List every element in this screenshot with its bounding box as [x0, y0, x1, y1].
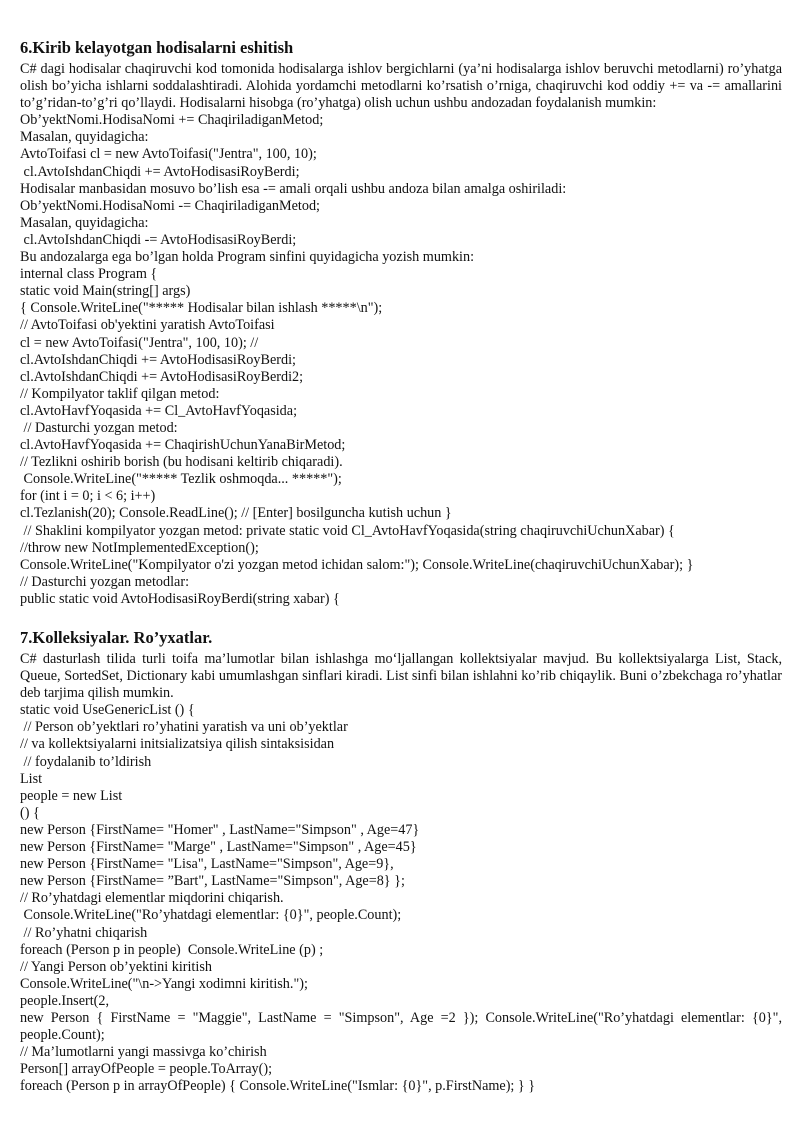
code-line-wrapped: new Person { FirstName = "Maggie", LastName = "Simpson", Age =2 }); Console.WriteLine("Ro’yhatdagi elementlar: {0}", people.Count);: [20, 1009, 782, 1044]
code-line: cl.AvtoHavfYoqasida += Cl_AvtoHavfYoqasida;: [20, 402, 298, 419]
code-line: new Person {FirstName= ”Bart", LastName="Simpson", Age=8} };: [20, 873, 405, 890]
code-line: { Console.WriteLine("***** Hodisalar bilan ishlash *****\n");: [20, 300, 383, 317]
code-line: Ob’yektNomi.HodisaNomi -= ChaqiriladiganMetod;: [20, 197, 320, 214]
code-line: cl.AvtoHavfYoqasida += ChaqirishUchunYanaBirMetod;: [20, 437, 346, 454]
code-line: // Dasturchi yozgan metodlar:: [20, 573, 190, 590]
code-line: public static void AvtoHodisasiRoyBerdi(string xabar) {: [20, 590, 340, 607]
code-line: foreach (Person p in arrayOfPeople) { Console.WriteLine("Ismlar: {0}", p.FirstName); } }: [20, 1078, 536, 1095]
code-line: // va kollektsiyalarni initsializatsiya qilish sintaksisidan: [20, 736, 335, 753]
code-line: Hodisalar manbasidan mosuvo bo’lish esa -= amali orqali ushbu andoza bilan amalga oshiriladi:: [20, 180, 567, 197]
section-intro-paragraph: C# dasturlash tilida turli toifa ma’lumotlar bilan ishlashga mo‘ljallangan kollektsiyalar mavjud. Bu kollektsiyalarga List, Stack, Queue, SortedSet, Dictionary kabi umumlashgan sinflari kiradi. List sinfi bilan ishlahni ko’rib chiqaylik. Buni o’zbekchaga ro’yhatlar deb tarjima qilish mumkin.: [20, 651, 782, 702]
code-listing: [20, 702, 782, 1010]
code-line: Console.WriteLine("***** Tezlik oshmoqda... *****");: [20, 471, 342, 488]
section-intro-paragraph: C# dagi hodisalar chaqiruvchi kod tomonida hodisalarga ishlov bergichlarni (ya’ni hodisalarga ishlov beruvchi metodlarni) ro’yhatga olish bo’yicha ishlarni soddalashtiradi. Alohida yordamchi metodlarni ko’rsatish o’rniga, chaqiruvchi kod oddiy += va -= amallarini to’g’ridan-to’g’ri qo’llaydi. Hodisalarni hisobga (ro’yhatga) olish uchun ushbu andozadan foydalanish mumkin:: [20, 61, 782, 112]
code-line: // Ro’yhatdagi elementlar miqdorini chiqarish.: [20, 890, 284, 907]
section-events: [20, 38, 782, 608]
code-listing-tail: [20, 1044, 782, 1095]
code-line: static void UseGenericList () {: [20, 702, 195, 719]
code-line: cl.AvtoIshdanChiqdi += AvtoHodisasiRoyBerdi2;: [20, 368, 304, 385]
code-line: cl.Tezlanish(20); Console.ReadLine(); // [Enter] bosilguncha kutish uchun }: [20, 505, 452, 522]
section-heading: 6.Kirib kelayotgan hodisalarni eshitish: [20, 38, 294, 57]
code-line: // Person ob’yektlari ro’yhatini yaratish va uni ob’yektlar: [20, 719, 348, 736]
code-line: List: [20, 770, 43, 787]
code-line: cl = new AvtoToifasi("Jentra", 100, 10); //: [20, 334, 259, 351]
code-line: Bu andozalarga ega bo’lgan holda Program sinfini quyidagicha yozish mumkin:: [20, 249, 475, 266]
code-line: new Person {FirstName= "Homer" , LastName="Simpson" , Age=47}: [20, 821, 420, 838]
code-line: static void Main(string[] args): [20, 283, 191, 300]
code-line: foreach (Person p in people) Console.WriteLine (p) ;: [20, 941, 324, 958]
code-line: AvtoToifasi cl = new AvtoToifasi("Jentra", 100, 10);: [20, 146, 317, 163]
code-line: new Person {FirstName= "Lisa", LastName="Simpson", Age=9},: [20, 856, 394, 873]
code-line: // Shaklini kompilyator yozgan metod: private static void Cl_AvtoHavfYoqasida(string chaqiruvchiUchunXabar) {: [20, 522, 675, 539]
section-collections: [20, 628, 782, 1095]
section-heading: 7.Kolleksiyalar. Ro’yxatlar.: [20, 628, 213, 647]
code-line: Console.WriteLine("Ro’yhatdagi elementlar: {0}", people.Count);: [20, 907, 402, 924]
code-line: for (int i = 0; i < 6; i++): [20, 488, 156, 505]
code-line: cl.AvtoIshdanChiqdi -= AvtoHodisasiRoyBerdi;: [20, 231, 297, 248]
code-line: // Dasturchi yozgan metod:: [20, 419, 178, 436]
code-line: // Kompilyator taklif qilgan metod:: [20, 385, 220, 402]
code-line: cl.AvtoIshdanChiqdi += AvtoHodisasiRoyBerdi;: [20, 351, 296, 368]
code-line: cl.AvtoIshdanChiqdi += AvtoHodisasiRoyBerdi;: [20, 163, 300, 180]
code-line: // foydalanib to’ldirish: [20, 753, 152, 770]
code-line: new Person {FirstName= "Marge" , LastName="Simpson" , Age=45}: [20, 839, 417, 856]
code-line: people.Insert(2,: [20, 992, 110, 1009]
code-line: //throw new NotImplementedException();: [20, 539, 259, 556]
code-line: Console.WriteLine("Kompilyator o'zi yozgan metod ichidan salom:"); Console.WriteLine(chaqiruvchiUchunXabar); }: [20, 556, 694, 573]
code-line: // Ma’lumotlarni yangi massivga ko’chirish: [20, 1044, 267, 1061]
code-line: Masalan, quyidagicha:: [20, 214, 149, 231]
code-line: // Yangi Person ob’yektini kiritish: [20, 958, 212, 975]
document-page: [20, 38, 782, 1095]
code-line: // Tezlikni oshirib borish (bu hodisani keltirib chiqaradi).: [20, 454, 343, 471]
code-line: Console.WriteLine("\n->Yangi xodimni kiritish.");: [20, 975, 308, 992]
code-line: people = new List: [20, 787, 123, 804]
code-line: internal class Program {: [20, 266, 158, 283]
code-line: Masalan, quyidagicha:: [20, 129, 149, 146]
code-listing: [20, 112, 782, 608]
code-line: () {: [20, 804, 40, 821]
code-line: Ob’yektNomi.HodisaNomi += ChaqiriladiganMetod;: [20, 112, 324, 129]
code-line: Person[] arrayOfPeople = people.ToArray();: [20, 1061, 273, 1078]
code-line: // Ro’yhatni chiqarish: [20, 924, 148, 941]
code-line: // AvtoToifasi ob'yektini yaratish AvtoToifasi: [20, 317, 275, 334]
